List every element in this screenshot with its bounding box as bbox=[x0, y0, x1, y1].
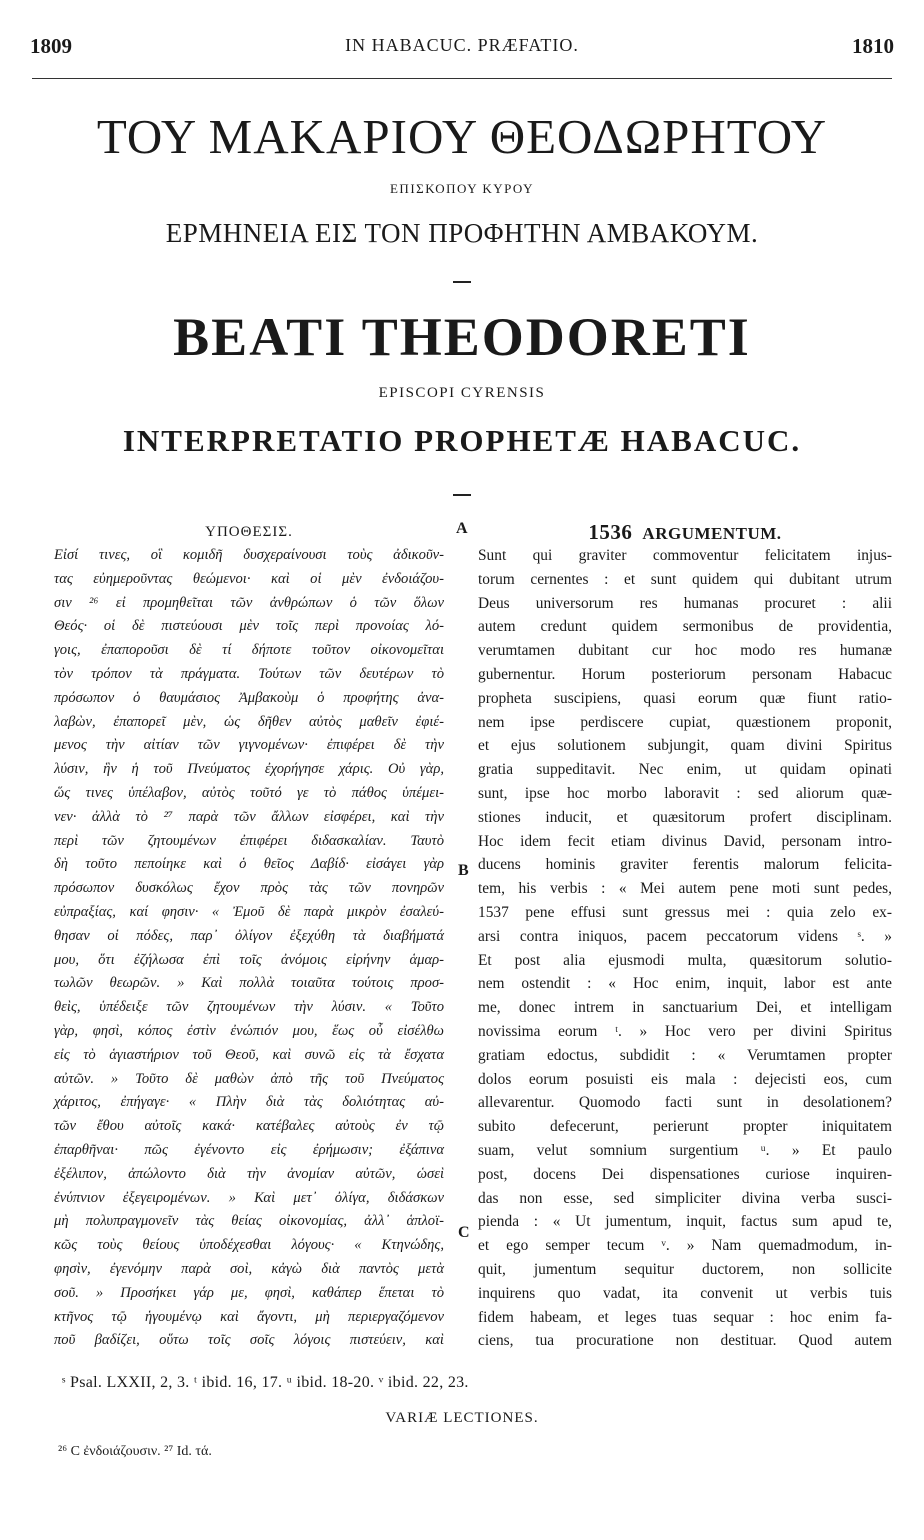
text-line: das non esse, sed simpliciter divina verba susci- bbox=[478, 1189, 892, 1207]
text-line: me, donec intrem in sanctuarium Dei, et intelligam bbox=[478, 999, 892, 1017]
text-line: χάριτος, ἐπήγαγε· « Πλὴν διὰ τὰς δολιότητας αὐ- bbox=[54, 1094, 444, 1111]
text-line: novissima eorum ᵗ. » Hoc vero per divini Spiritus bbox=[478, 1022, 892, 1040]
text-line: dolos eorum posuisti eis mala : dejecisti eos, cum bbox=[478, 1070, 892, 1088]
footnotes: ˢ Psal. LXXII, 2, 3. ᵗ ibid. 16, 17. ᵘ ibid. 18-20. ᵛ ibid. 22, 23. bbox=[62, 1374, 469, 1391]
title-separator bbox=[453, 494, 471, 496]
variae-lectiones-heading: VARIÆ LECTIONES. bbox=[385, 1410, 539, 1426]
margin-marker-a: A bbox=[456, 520, 468, 537]
text-line: tem, his verbis : « Mei autem pene moti sunt pedes, bbox=[478, 880, 892, 898]
text-line: ducens hominis graviter ferentis malorum felicita- bbox=[478, 856, 892, 874]
text-line: 1537 pene effusi sunt gressus mei : quia zelo ex- bbox=[478, 903, 892, 921]
text-line: θεὶς, ὑπέδειξε τῶν ζητουμένων τὴν λύσιν. « Τοῦτο bbox=[54, 999, 444, 1016]
text-line: ciens, tua procuratione non destituar. Quod autem bbox=[478, 1332, 892, 1350]
text-line: κτῆνος τῷ ἡγουμένῳ καὶ ἄγοντι, μὴ περιεργαζόμενον bbox=[54, 1308, 444, 1325]
text-line: εἰς τὸ ἁγιαστήριον τοῦ Θεοῦ, καὶ συνῶ εἰς τὰ ἔσχατα bbox=[54, 1046, 444, 1063]
page-number-left: 1809 bbox=[30, 34, 72, 58]
latin-subtitle: EPISCOPI CYRENSIS bbox=[378, 385, 546, 401]
greek-text-block bbox=[54, 544, 444, 1353]
text-line: Sunt qui graviter commoventur felicitatem injus- bbox=[478, 547, 892, 564]
text-line: fidem habeam, et leges tuas sequar : hoc enim fa- bbox=[478, 1308, 892, 1326]
text-line: nem ipse perdiscere cupiat, quæstionem proponit, bbox=[478, 713, 892, 731]
text-line: et ego semper tecum ᵛ. » Nam quemadmodum, in- bbox=[478, 1237, 892, 1255]
text-line: μου, ὅτι ἐζήλωσα ἐπὶ τοῖς ἀνόμοις εἰρήνην ἁμαρ- bbox=[54, 951, 444, 968]
text-line: δὴ τοῦτο πεποίηκε καὶ ὁ θεῖος Δαβίδ· εἰσάγει γὰρ bbox=[54, 856, 444, 873]
text-line: subito defecerunt, perierunt propter iniquitatem bbox=[478, 1118, 892, 1136]
text-line: πρόσωπον δυσκόλως ἔχον πρὸς τὰς τῶν πονηρῶν bbox=[54, 880, 444, 897]
text-line: ἐνύπνιον ἐξεγειρομένων. » Καὶ μετ᾽ ὀλίγα, διδάσκων bbox=[54, 1189, 444, 1206]
text-line: et ejus solutionem subjungit, quam divini Spiritus bbox=[478, 737, 892, 755]
text-line: πρόσωπον ὁ θαυμάσιος Ἀμβακοὺμ ὁ προφήτης ἀνα- bbox=[54, 689, 444, 706]
text-line: torum cernentes : et sunt quidem qui dubitant utrum bbox=[478, 570, 892, 588]
text-line: gratiam edoctus, subdidit : « Verumtamen propter bbox=[478, 1046, 892, 1064]
text-line: τὸν τρόπον τὰ πράγματα. Τούτων τῶν δευτέρων τὸ bbox=[54, 665, 444, 682]
text-line: verumtamen dubitant cur hoc modo res humanæ bbox=[478, 642, 892, 660]
text-line: gubernentur. Horum posteriorum personam Habacuc bbox=[478, 665, 892, 683]
running-head bbox=[30, 34, 894, 58]
latin-text-block bbox=[478, 544, 892, 1353]
latin-title: BEATI THEODORETI bbox=[173, 307, 751, 367]
greek-column-heading: ΥΠΟΘΕΣΙΣ. bbox=[205, 524, 293, 540]
text-line: sunt, ipse hoc morbo laboravit : sed aliorum quæ- bbox=[478, 784, 892, 802]
text-line: μενος τὴν αἰτίαν τῶν γιγνομένων· ἐπιφέρει δὲ τὴν bbox=[54, 737, 444, 754]
text-line: λύσιν, ἣν ἡ τοῦ Πνεύματος ἐχορήγησε χάρις. Οὐ γὰρ, bbox=[54, 761, 444, 778]
text-line: μὴ πολυπραγμονεῖν τὰς θείας οἰκονομίας, ἀλλ᾽ ἁπλοϊ- bbox=[54, 1213, 444, 1230]
text-line: Deus universorum res humanas procuret : alii bbox=[478, 594, 892, 612]
text-line: ὥς τινες ὑπέλαβον, αὐτὸς τοῦτό γε τὸ πάθος ὑπέμει- bbox=[54, 784, 444, 801]
title-separator bbox=[453, 281, 471, 283]
text-line: νεν· ἀλλὰ τὸ ²⁷ παρὰ τῶν ἄλλων εἰσφέρει, καὶ τὴν bbox=[54, 808, 444, 825]
text-line: arsi contra iniquos, pacem peccatorum videns ˢ. » bbox=[478, 927, 892, 945]
greek-interpretation-title: ΕΡΜΗΝΕΙΑ ΕΙΣ ΤΟΝ ΠΡΟΦΗΤΗΝ ΑΜΒΑΚΟΥΜ. bbox=[165, 218, 759, 248]
text-line: pienda : « Ut jumentum, inquit, factus sum apud te, bbox=[478, 1213, 892, 1231]
text-line: Et post alia ejusmodi multa, quæsitorum solutio- bbox=[478, 951, 892, 969]
text-line: autem credunt quidem sermonibus de providentia, bbox=[478, 618, 892, 636]
text-line: αὐτῶν. » Τοῦτο δὲ μαθὼν ἀπὸ τῆς τοῦ Πνεύματος bbox=[54, 1070, 444, 1087]
latin-interpretation-title: INTERPRETATIO PROPHETÆ HABACUC. bbox=[122, 423, 802, 458]
text-line: σιν ²⁶ εἰ προμηθεῖται τῶν ἀνθρώπων ὁ τῶν ὅλων bbox=[54, 594, 444, 611]
text-line: γὰρ, φησὶ, κόπος ἐστὶν ἐνώπιόν μου, ἕως οὗ εἰσέλθω bbox=[54, 1022, 444, 1039]
text-line: κῶς τοὺς θείους ὑποδέχεσθαι λόγους· « Κτηνώδης, bbox=[54, 1237, 444, 1254]
text-line: τῶν ἔθου αὐτοῖς κακά· κατέβαλες αὐτοὺς ἐν τῷ bbox=[54, 1118, 444, 1135]
text-line: gratia suppeditavit. Nec enim, ut quidam opinati bbox=[478, 761, 892, 779]
text-line: φησὶν, ἐγενόμην παρὰ σοὶ, κἀγὼ διὰ παντὸς μετὰ bbox=[54, 1260, 444, 1277]
text-line: propheta suscipiens, quasi eorum quæ fiunt ratio- bbox=[478, 689, 892, 707]
text-line: Hoc idem fecit etiam divinus David, personam intro- bbox=[478, 832, 892, 850]
text-line: ἐξέλιπον, ἀπώλοντο διὰ τὴν ἀνομίαν αὐτῶν, ὡσεὶ bbox=[54, 1165, 444, 1182]
latin-column bbox=[478, 520, 892, 1353]
text-line: post, docens Dei dispensationes curiose inquiren- bbox=[478, 1165, 892, 1183]
text-line: λαβὼν, ἐπαπορεῖ μὲν, ὡς δῆθεν αὐτὸς μαθεῖν ἐφιέ- bbox=[54, 713, 444, 730]
text-line: suam, velut somnium surgentium ᵘ. » Et paulo bbox=[478, 1141, 892, 1159]
text-line: nem ostendit : « Hoc enim, inquit, labor est ante bbox=[478, 975, 892, 993]
latin-heading-text: ARGUMENTUM. bbox=[642, 524, 782, 543]
text-line: Θεός· οἱ δὲ πιστεύουσι μὲν τοῖς περὶ προνοίας λό- bbox=[54, 618, 444, 635]
variae-lectiones-notes: ²⁶ C ἐνδοιάζουσιν. ²⁷ Id. τά. bbox=[58, 1444, 212, 1459]
text-line: Εἰσί τινες, οἳ κομιδῆ δυσχεραίνουσι τοὺς ἀδικοῦν- bbox=[54, 547, 444, 563]
text-line: inquirens quo vadat, ita convenit ut verbis tuis bbox=[478, 1284, 892, 1302]
latin-column-heading bbox=[478, 520, 892, 544]
text-line: ἐπαρθῆναι· πῶς ἐγένοντο εἰς ἐρήμωσιν; ἐξάπινα bbox=[54, 1141, 444, 1158]
margin-marker-b: B bbox=[458, 862, 469, 879]
text-line: τας εὐημεροῦντας θεώμενοι· καὶ οἱ μὲν ἐνδοιάζου- bbox=[54, 570, 444, 587]
margin-marker-c: C bbox=[458, 1224, 470, 1241]
running-title: IN HABACUC. PRÆFATIO. bbox=[345, 35, 579, 55]
text-line: stiones inducit, et quæsitorum profert disciplinam. bbox=[478, 808, 892, 826]
page-number-right: 1810 bbox=[852, 34, 894, 58]
text-line: γοις, ἐπαποροῦσι δὲ τί δήποτε τοῦτον οἰκονομεῖται bbox=[54, 642, 444, 659]
text-line: σοῦ. » Προσήκει γάρ με, φησὶ, καθάπερ ἕπεται τὸ bbox=[54, 1284, 444, 1301]
greek-subtitle: ΕΠΙΣΚΟΠΟΥ ΚΥΡΟΥ bbox=[389, 181, 535, 196]
text-line: allevarentur. Quomodo facti sunt in desolationem? bbox=[478, 1094, 892, 1112]
text-line: τωλῶν θεωρῶν. » Καὶ πολλὰ τοιαῦτα τούτοις προσ- bbox=[54, 975, 444, 992]
text-line: θησαν οἱ πόδες, παρ᾽ ὀλίγον ἐξεχύθη τὰ διαβήματά bbox=[54, 927, 444, 944]
text-line: περὶ τῶν ζητουμένων ἐπιφέρει διδασκαλίαν. Ταυτὸ bbox=[54, 832, 444, 849]
greek-column bbox=[54, 520, 444, 1353]
text-line: εὐπραξίας, καί φησιν· « Ἐμοῦ δὲ παρὰ μικρὸν ἐσαλεύ- bbox=[54, 903, 444, 920]
greek-title: ΤΟΥ ΜΑΚΑΡΙΟΥ ΘΕΟΔΩΡΗΤΟΥ bbox=[96, 109, 828, 164]
text-line: ποῦ βαδίζει, οὕτω τοῖς σοῖς λόγοις πιστεύειν, καὶ bbox=[54, 1332, 444, 1349]
header-rule bbox=[32, 78, 892, 79]
text-line: quit, jumentum sequitur ductorem, non sollicite bbox=[478, 1260, 892, 1278]
column-number: 1536 bbox=[588, 520, 633, 544]
